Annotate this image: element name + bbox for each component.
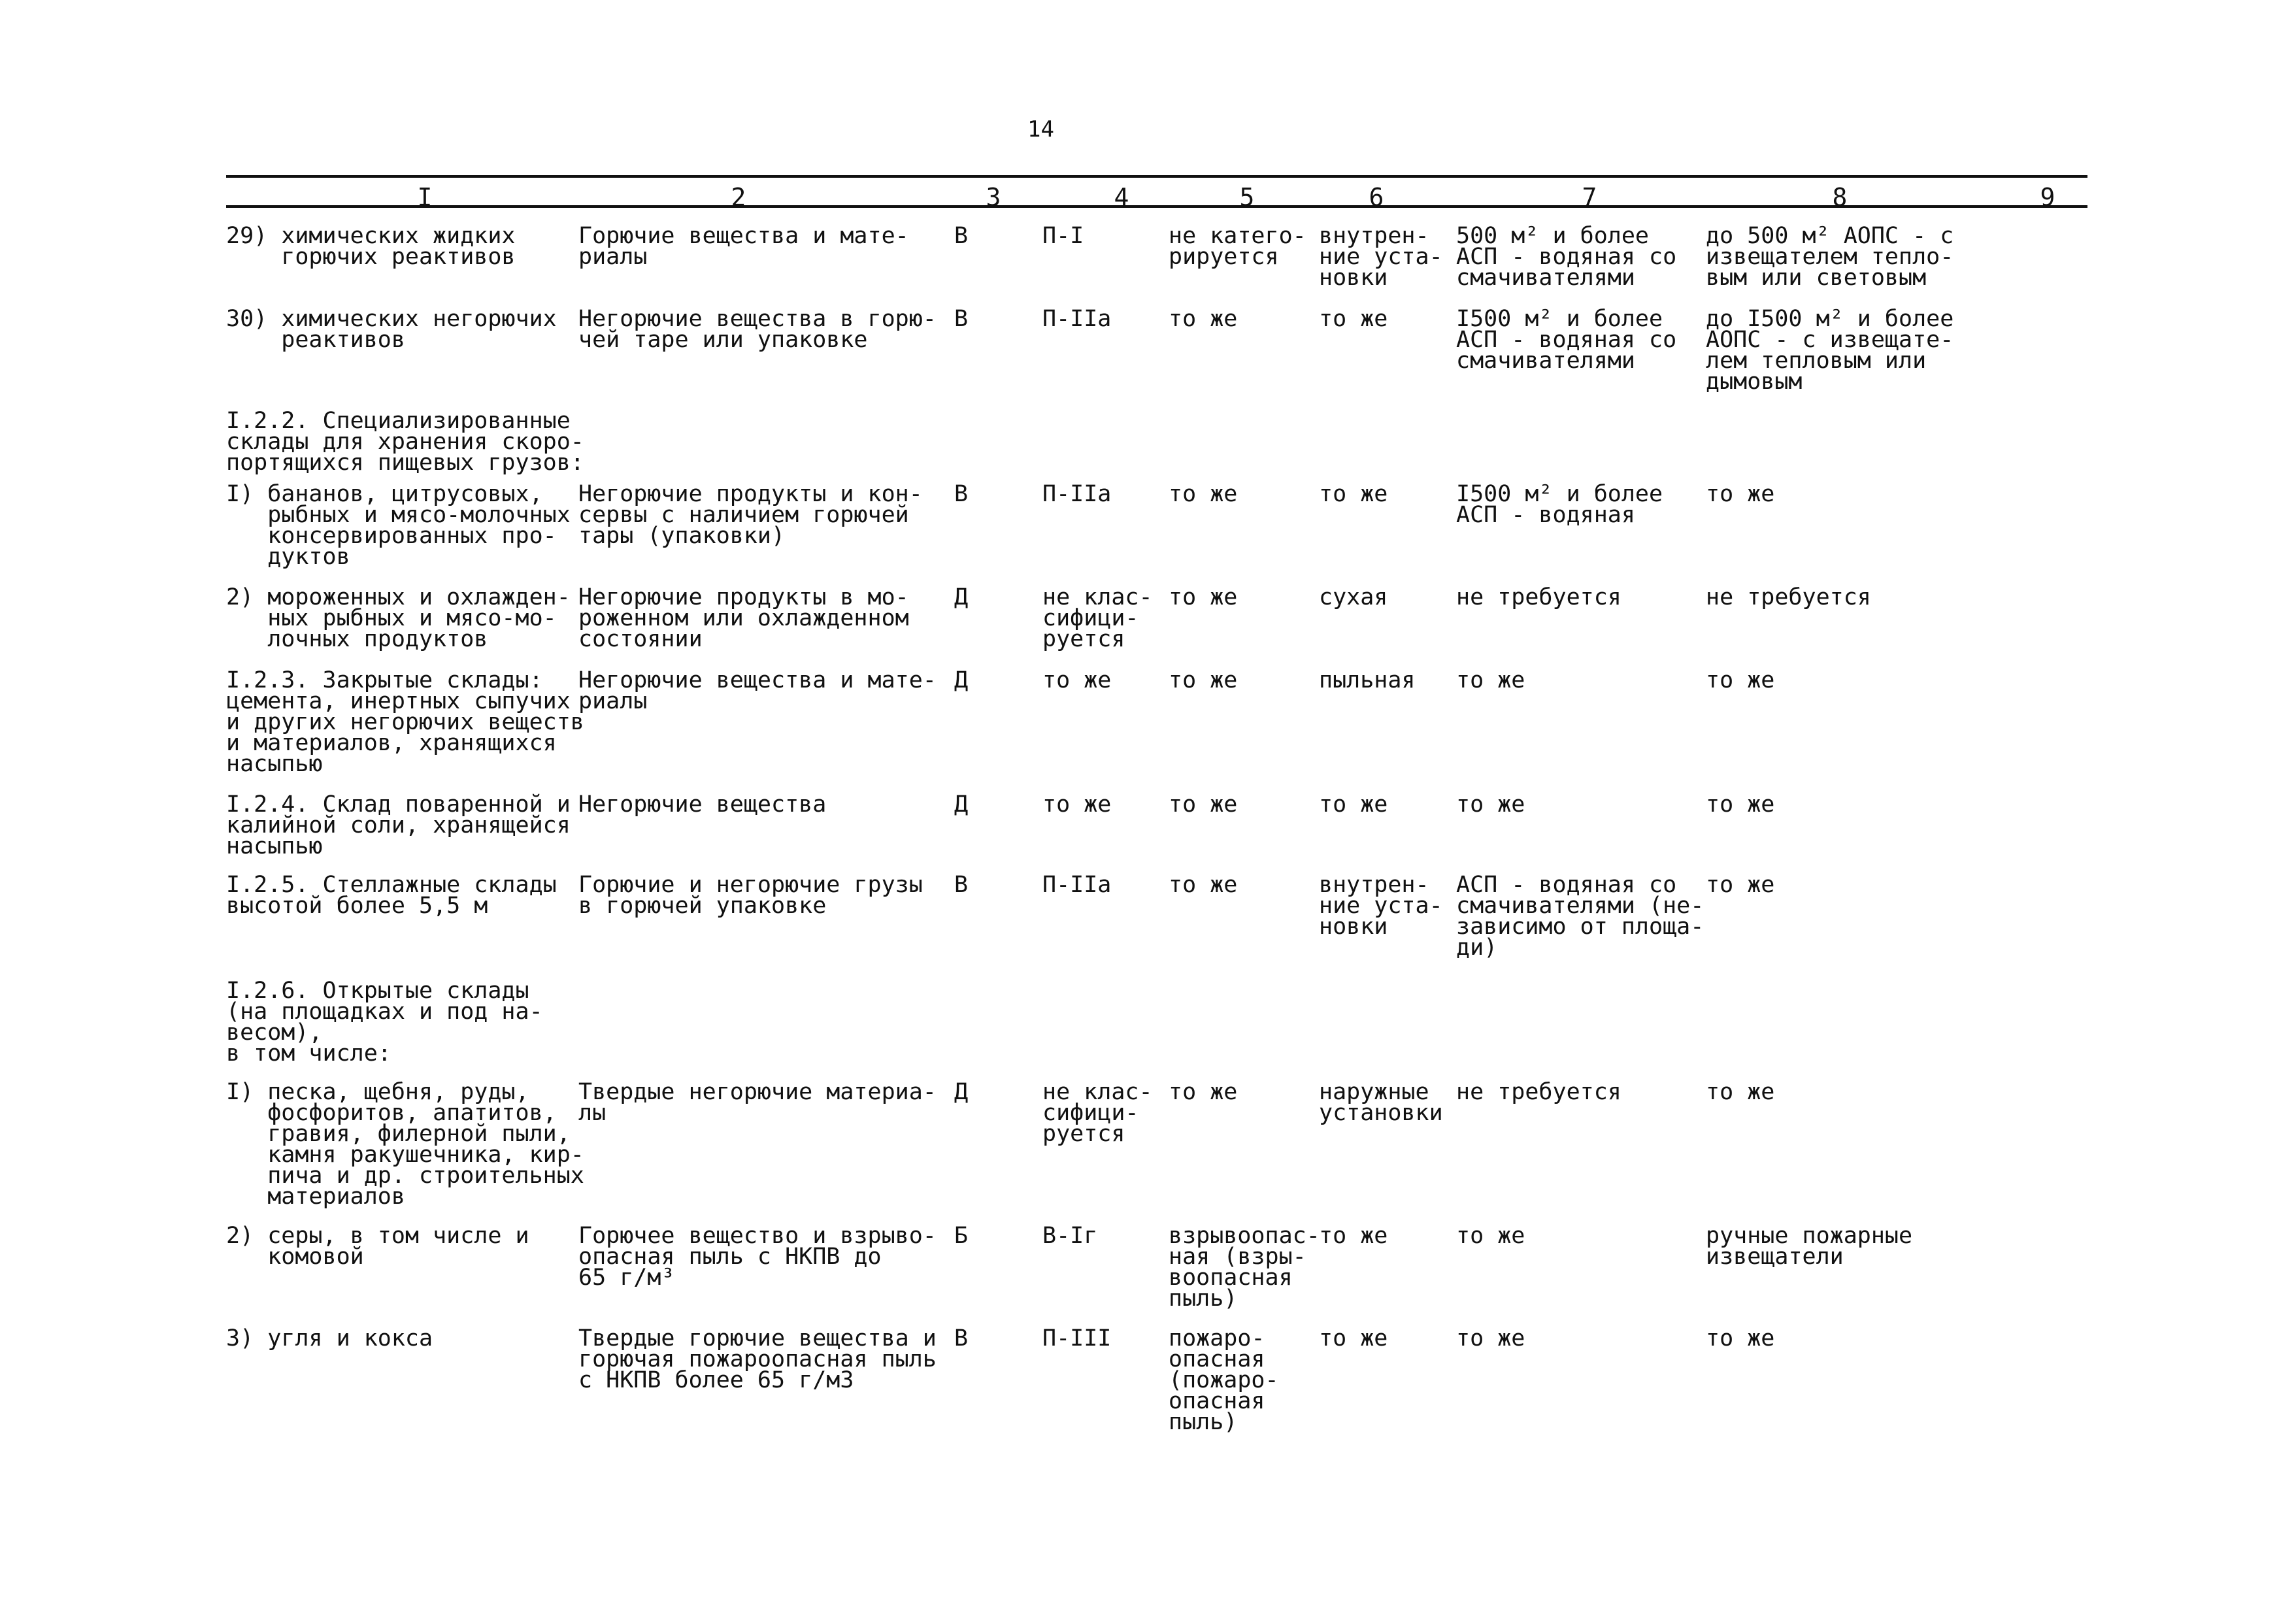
cell-substance: Горючее вещество и взрыво- опасная пыль с НКПВ до 65 г/м³: [578, 1223, 937, 1291]
cell-col7: то же: [1456, 1325, 1525, 1351]
cell-col8: до 500 м² АОПС - с извещателем тепло- вым или световым: [1706, 223, 1954, 291]
cell-category: Д: [954, 1079, 969, 1105]
cell-zone-class: П-IIа: [1042, 306, 1112, 332]
cell-col5: то же: [1169, 872, 1238, 898]
cell-substance: Негорючие вещества: [578, 791, 827, 818]
cell-col6: наружные установки: [1319, 1079, 1443, 1126]
cell-col6: внутрен- ние уста- новки: [1319, 223, 1443, 291]
cell-object: I.2.3. Закрытые склады: цемента, инертных сыпучих и других негорючих веществ и материалов, хранящихся насыпью: [226, 667, 584, 777]
cell-col5: то же: [1169, 791, 1238, 818]
cell-category: Б: [954, 1223, 969, 1249]
cell-col7: 500 м² и более АСП - водяная со смачивателями: [1456, 223, 1677, 291]
cell-zone-class: В-Iг: [1042, 1223, 1098, 1249]
column-header-1: I: [417, 183, 433, 212]
cell-col6: то же: [1319, 1325, 1388, 1351]
cell-col6: внутрен- ние уста- новки: [1319, 872, 1443, 940]
column-header-5: 5: [1239, 183, 1255, 212]
cell-object: I.2.5. Стеллажные склады высотой более 5,5 м: [226, 872, 557, 919]
cell-col6: сухая: [1319, 584, 1388, 610]
cell-category: В: [954, 223, 969, 249]
cell-col8: то же: [1706, 1079, 1775, 1105]
column-header-8: 8: [1832, 183, 1848, 212]
cell-col8: ручные пожарные извещатели: [1706, 1223, 1913, 1270]
column-header-4: 4: [1114, 183, 1129, 212]
cell-category: В: [954, 481, 969, 507]
page-number: 14: [1027, 116, 1054, 142]
cell-col5: не катего- рируется: [1169, 223, 1306, 270]
cell-substance: Негорючие вещества и мате- риалы: [578, 667, 937, 714]
cell-category: В: [954, 306, 969, 332]
cell-zone-class: то же: [1042, 791, 1112, 818]
cell-col5: то же: [1169, 481, 1238, 507]
cell-zone-class: П-III: [1042, 1325, 1112, 1351]
cell-zone-class: то же: [1042, 667, 1112, 693]
cell-col6: то же: [1319, 791, 1388, 818]
cell-zone-class: П-I: [1042, 223, 1084, 249]
cell-col5: взрывоопас- ная (взры- воопасная пыль): [1169, 1223, 1320, 1312]
column-header-9: 9: [2040, 183, 2055, 212]
cell-object: 3) угля и кокса: [226, 1325, 433, 1351]
cell-zone-class: не клас- сифици- руется: [1042, 584, 1153, 652]
cell-col7: то же: [1456, 667, 1525, 693]
cell-col7: то же: [1456, 791, 1525, 818]
cell-object: 2) серы, в том числе и комовой: [226, 1223, 529, 1270]
cell-col7: не требуется: [1456, 584, 1621, 610]
cell-col7: АСП - водяная со смачивателями (не- зависимо от площа- ди): [1456, 872, 1704, 961]
cell-col7: не требуется: [1456, 1079, 1621, 1105]
cell-substance: Негорючие продукты в мо- роженном или охлажденном состоянии: [578, 584, 909, 652]
section-heading: I.2.2. Специализированные склады для хранения скоро- портящихся пищевых грузов:: [226, 408, 584, 476]
cell-col5: пожаро- опасная (пожаро- опасная пыль): [1169, 1325, 1279, 1435]
cell-col6: пыльная: [1319, 667, 1416, 693]
column-header-2: 2: [731, 183, 746, 212]
cell-object: I) песка, щебня, руды, фосфоритов, апатитов, гравия, филерной пыли, камня ракушечника, кир- пича и др. строительных материалов: [226, 1079, 584, 1210]
cell-col6: то же: [1319, 306, 1388, 332]
cell-substance: Негорючие продукты и кон- сервы с наличием горючей тары (упаковки): [578, 481, 923, 549]
cell-col5: то же: [1169, 306, 1238, 332]
cell-col5: то же: [1169, 1079, 1238, 1105]
cell-col8: то же: [1706, 872, 1775, 898]
cell-zone-class: П-IIа: [1042, 872, 1112, 898]
cell-col6: то же: [1319, 481, 1388, 507]
cell-category: Д: [954, 667, 969, 693]
cell-category: В: [954, 1325, 969, 1351]
cell-category: Д: [954, 584, 969, 610]
cell-category: Д: [954, 791, 969, 818]
cell-col8: то же: [1706, 667, 1775, 693]
column-header-3: 3: [986, 183, 1001, 212]
cell-col7: то же: [1456, 1223, 1525, 1249]
column-header-7: 7: [1582, 183, 1597, 212]
section-heading: I.2.6. Открытые склады (на площадках и под на- весом), в том числе:: [226, 978, 543, 1067]
cell-substance: Твердые негорючие материа- лы: [578, 1079, 937, 1126]
cell-zone-class: не клас- сифици- руется: [1042, 1079, 1153, 1147]
cell-col8: то же: [1706, 481, 1775, 507]
cell-col7: I500 м² и более АСП - водяная со смачивателями: [1456, 306, 1677, 374]
column-header-6: 6: [1369, 183, 1384, 212]
cell-object: I.2.4. Склад поваренной и калийной соли, хранящейся насыпью: [226, 791, 571, 859]
table-top-rule: [226, 175, 2087, 178]
cell-object: 30) химических негорючих реактивов: [226, 306, 557, 353]
cell-col8: не требуется: [1706, 584, 1871, 610]
cell-substance: Негорючие вещества в горю- чей таре или упаковке: [578, 306, 937, 353]
cell-zone-class: П-IIа: [1042, 481, 1112, 507]
cell-object: I) бананов, цитрусовых, рыбных и мясо-молочных консервированных про- дуктов: [226, 481, 571, 570]
cell-object: 29) химических жидких горючих реактивов: [226, 223, 516, 270]
cell-col5: то же: [1169, 667, 1238, 693]
cell-substance: Горючие вещества и мате- риалы: [578, 223, 909, 270]
cell-col8: до I500 м² и более АОПС - с извещате- лем тепловым или дымовым: [1706, 306, 1954, 395]
cell-col7: I500 м² и более АСП - водяная: [1456, 481, 1663, 528]
cell-col8: то же: [1706, 791, 1775, 818]
cell-substance: Твердые горючие вещества и горючая пожароопасная пыль с НКПВ более 65 г/м3: [578, 1325, 937, 1393]
cell-col6: то же: [1319, 1223, 1388, 1249]
cell-col5: то же: [1169, 584, 1238, 610]
cell-object: 2) мороженных и охлажден- ных рыбных и мясо-мо- лочных продуктов: [226, 584, 571, 652]
cell-substance: Горючие и негорючие грузы в горючей упаковке: [578, 872, 923, 919]
cell-category: В: [954, 872, 969, 898]
cell-col8: то же: [1706, 1325, 1775, 1351]
